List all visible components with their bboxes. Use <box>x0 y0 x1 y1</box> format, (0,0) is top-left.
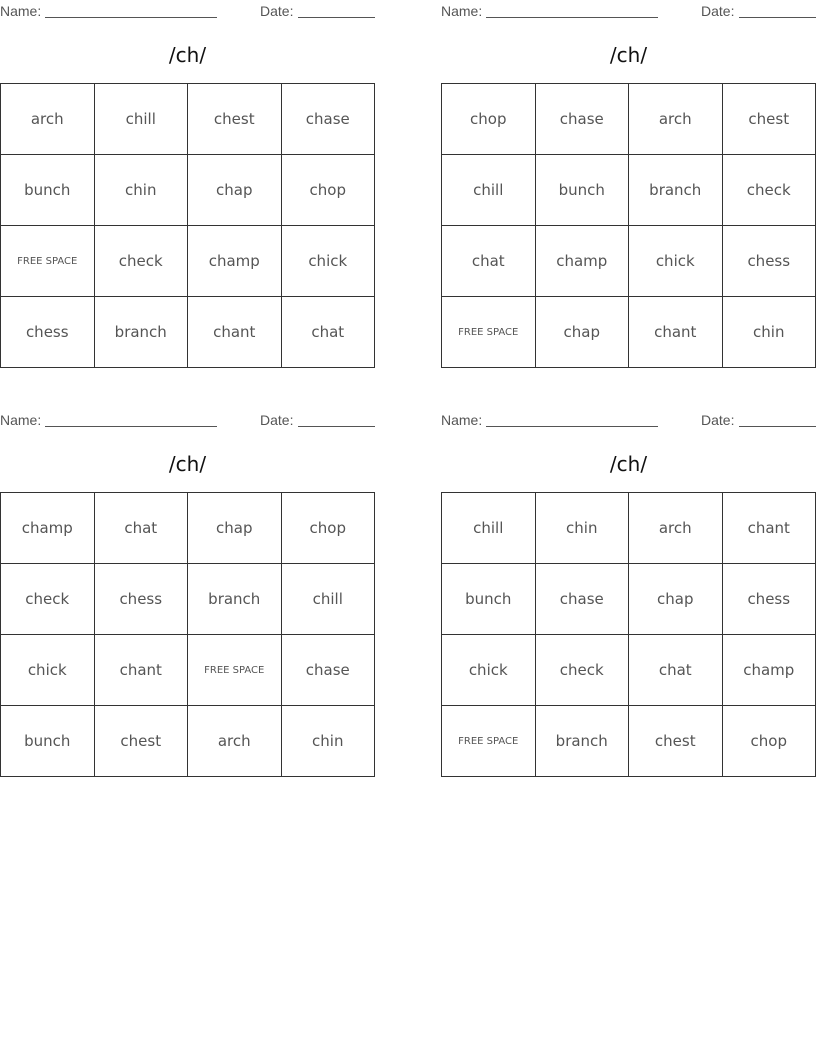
grid-cell: chess <box>94 564 188 635</box>
name-label: Name: <box>441 3 483 19</box>
grid-cell: chase <box>281 84 375 155</box>
grid-row <box>442 297 816 368</box>
grid-row <box>442 706 816 777</box>
card-title: /ch/ <box>609 43 648 67</box>
grid-cell: chin <box>535 493 629 564</box>
grid-row <box>442 226 816 297</box>
grid-cell: bunch <box>535 155 629 226</box>
grid-cell: chop <box>442 84 536 155</box>
grid-cell: chess <box>722 564 816 635</box>
grid-row <box>442 155 816 226</box>
grid-cell: chant <box>722 493 816 564</box>
free-space-cell: FREE SPACE <box>1 226 95 297</box>
grid-cell: chill <box>94 84 188 155</box>
grid-row <box>1 635 375 706</box>
name-field-line <box>486 426 658 427</box>
grid-cell: chase <box>535 84 629 155</box>
grid-cell: chat <box>94 493 188 564</box>
grid-cell: chin <box>94 155 188 226</box>
bingo-grid <box>441 492 816 777</box>
grid-cell: arch <box>629 493 723 564</box>
grid-cell: chick <box>442 635 536 706</box>
card-header <box>0 2 375 20</box>
date-field-line <box>298 426 375 427</box>
name-label: Name: <box>441 412 483 428</box>
grid-cell: check <box>535 635 629 706</box>
grid-cell: bunch <box>442 564 536 635</box>
name-field-line <box>45 17 217 18</box>
grid-cell: chest <box>188 84 282 155</box>
grid-cell: chick <box>629 226 723 297</box>
grid-cell: check <box>1 564 95 635</box>
card-title: /ch/ <box>168 43 207 67</box>
grid-cell: branch <box>188 564 282 635</box>
grid-cell: chase <box>281 635 375 706</box>
grid-cell: chin <box>281 706 375 777</box>
grid-cell: chant <box>94 635 188 706</box>
grid-cell: arch <box>629 84 723 155</box>
card-header <box>441 2 816 20</box>
date-label: Date: <box>701 3 735 19</box>
grid-cell: arch <box>1 84 95 155</box>
date-label: Date: <box>260 412 294 428</box>
grid-cell: chill <box>281 564 375 635</box>
grid-cell: chat <box>629 635 723 706</box>
name-label: Name: <box>0 3 42 19</box>
card-header <box>0 411 375 429</box>
grid-row <box>1 226 375 297</box>
bingo-grid <box>0 83 375 368</box>
grid-cell: bunch <box>1 155 95 226</box>
grid-cell: chap <box>629 564 723 635</box>
date-field-line <box>739 426 816 427</box>
bingo-grid <box>0 492 375 777</box>
grid-cell: chin <box>722 297 816 368</box>
grid-cell: branch <box>535 706 629 777</box>
grid-row <box>1 493 375 564</box>
bingo-card-4 <box>441 409 816 781</box>
card-title: /ch/ <box>609 452 648 476</box>
grid-row <box>1 297 375 368</box>
grid-cell: chop <box>722 706 816 777</box>
grid-cell: branch <box>94 297 188 368</box>
free-space-cell: FREE SPACE <box>442 706 536 777</box>
grid-cell: check <box>722 155 816 226</box>
grid-cell: champ <box>1 493 95 564</box>
grid-cell: chess <box>1 297 95 368</box>
grid-row <box>442 493 816 564</box>
grid-cell: bunch <box>1 706 95 777</box>
bingo-grid <box>441 83 816 368</box>
card-title: /ch/ <box>168 452 207 476</box>
bingo-card-3 <box>0 409 375 781</box>
grid-cell: branch <box>629 155 723 226</box>
grid-cell: chat <box>281 297 375 368</box>
date-field-line <box>739 17 816 18</box>
grid-cell: chess <box>722 226 816 297</box>
grid-cell: champ <box>188 226 282 297</box>
grid-row <box>442 84 816 155</box>
name-field-line <box>45 426 217 427</box>
grid-cell: check <box>94 226 188 297</box>
grid-cell: chap <box>535 297 629 368</box>
grid-cell: chase <box>535 564 629 635</box>
grid-row <box>1 706 375 777</box>
grid-cell: chick <box>1 635 95 706</box>
grid-cell: chest <box>722 84 816 155</box>
date-label: Date: <box>260 3 294 19</box>
grid-cell: chat <box>442 226 536 297</box>
grid-row <box>442 564 816 635</box>
grid-cell: chop <box>281 155 375 226</box>
grid-cell: chest <box>629 706 723 777</box>
grid-row <box>1 564 375 635</box>
name-label: Name: <box>0 412 42 428</box>
grid-row <box>1 155 375 226</box>
grid-cell: chill <box>442 493 536 564</box>
grid-row <box>442 635 816 706</box>
free-space-cell: FREE SPACE <box>188 635 282 706</box>
date-label: Date: <box>701 412 735 428</box>
bingo-card-1 <box>0 0 375 372</box>
grid-cell: arch <box>188 706 282 777</box>
bingo-card-2 <box>441 0 816 372</box>
grid-cell: chest <box>94 706 188 777</box>
grid-cell: champ <box>535 226 629 297</box>
grid-cell: champ <box>722 635 816 706</box>
grid-cell: chap <box>188 493 282 564</box>
grid-row <box>1 84 375 155</box>
grid-cell: chop <box>281 493 375 564</box>
grid-cell: chap <box>188 155 282 226</box>
grid-cell: chant <box>188 297 282 368</box>
grid-cell: chill <box>442 155 536 226</box>
free-space-cell: FREE SPACE <box>442 297 536 368</box>
grid-cell: chant <box>629 297 723 368</box>
name-field-line <box>486 17 658 18</box>
card-header <box>441 411 816 429</box>
date-field-line <box>298 17 375 18</box>
grid-cell: chick <box>281 226 375 297</box>
